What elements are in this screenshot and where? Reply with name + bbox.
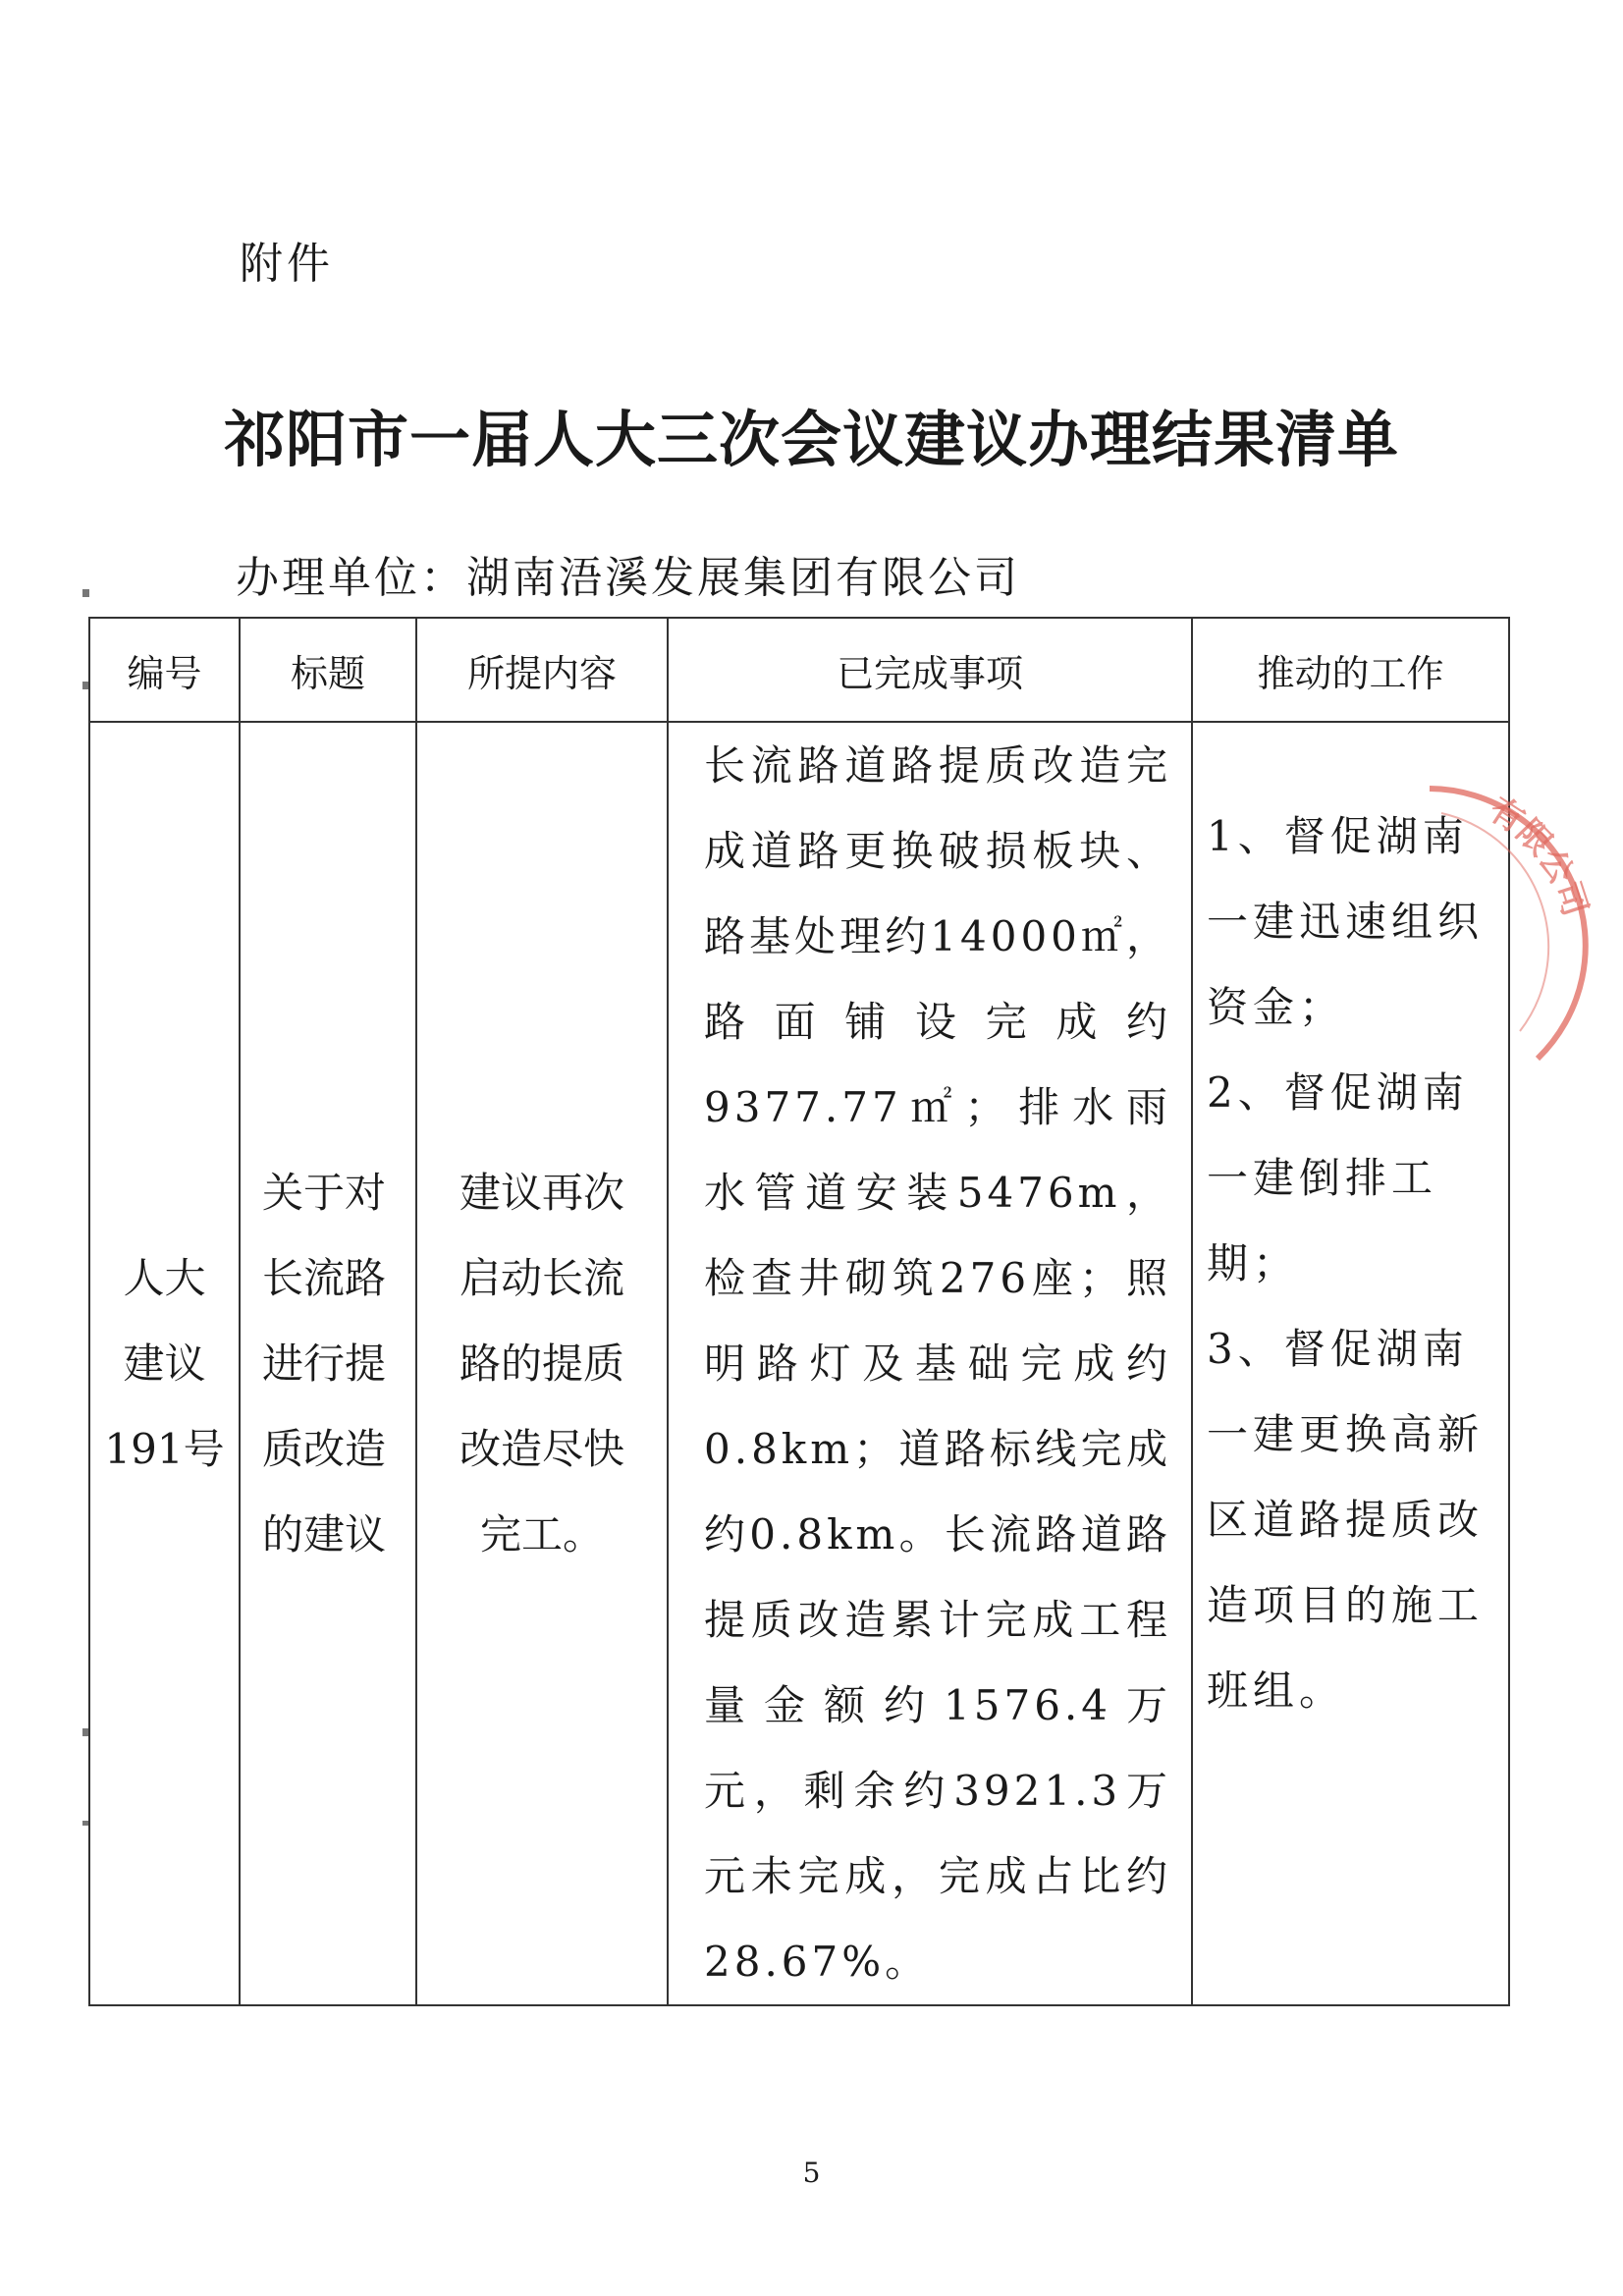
cell-content <box>416 722 668 2005</box>
cell-completed <box>668 722 1192 2005</box>
handling-unit: 办理单位：湖南浯溪发展集团有限公司 <box>236 553 1020 603</box>
document-title: 祁阳市一届人大三次会议建议办理结果清单 <box>223 404 1399 475</box>
suggestion-number: 人大 建议 191号 <box>104 1254 225 1473</box>
header-title: 标题 <box>240 618 416 722</box>
completed-items: 长流路道路提质改造完成道路更换破损板块、路基处理约14000㎡，路面铺设完成约9377.77㎡；排水雨水管道安装5476m，检查井砌筑276座；照明路灯及基础完成约0.8km；道路标线完成约0.8km。长流路道路提质改造累计完成工程量金额约1576.4万元，剩余约3921.3万元未完成，完成占比约28.67%。 <box>704 741 1171 1986</box>
header-number: 编号 <box>89 618 240 722</box>
header-completed: 已完成事项 <box>668 618 1192 722</box>
suggestion-content: 建议再次 启动长流 路的提质 改造尽快 完工。 <box>459 1169 624 1558</box>
table-row <box>89 722 1509 2005</box>
attachment-label: 附件 <box>240 239 334 289</box>
suggestion-title: 关于对 长流路 进行提 质改造 的建议 <box>262 1169 387 1558</box>
header-work: 推动的工作 <box>1192 618 1509 722</box>
header-content: 所提内容 <box>416 618 668 722</box>
seal-text: 有限公司 <box>1482 790 1596 921</box>
table-header-row <box>89 618 1509 722</box>
result-table <box>88 617 1510 2006</box>
scan-mark <box>82 589 89 597</box>
cell-number <box>89 722 240 2005</box>
cell-title <box>240 722 416 2005</box>
cell-work <box>1192 722 1509 2005</box>
promoted-work: 1、督促湖南一建迅速组织资金； 2、督促湖南一建倒排工期； 3、督促湖南一建更换高新区道路提质改造项目的施工班组。 <box>1207 812 1485 1715</box>
page-number: 5 <box>802 2157 821 2189</box>
